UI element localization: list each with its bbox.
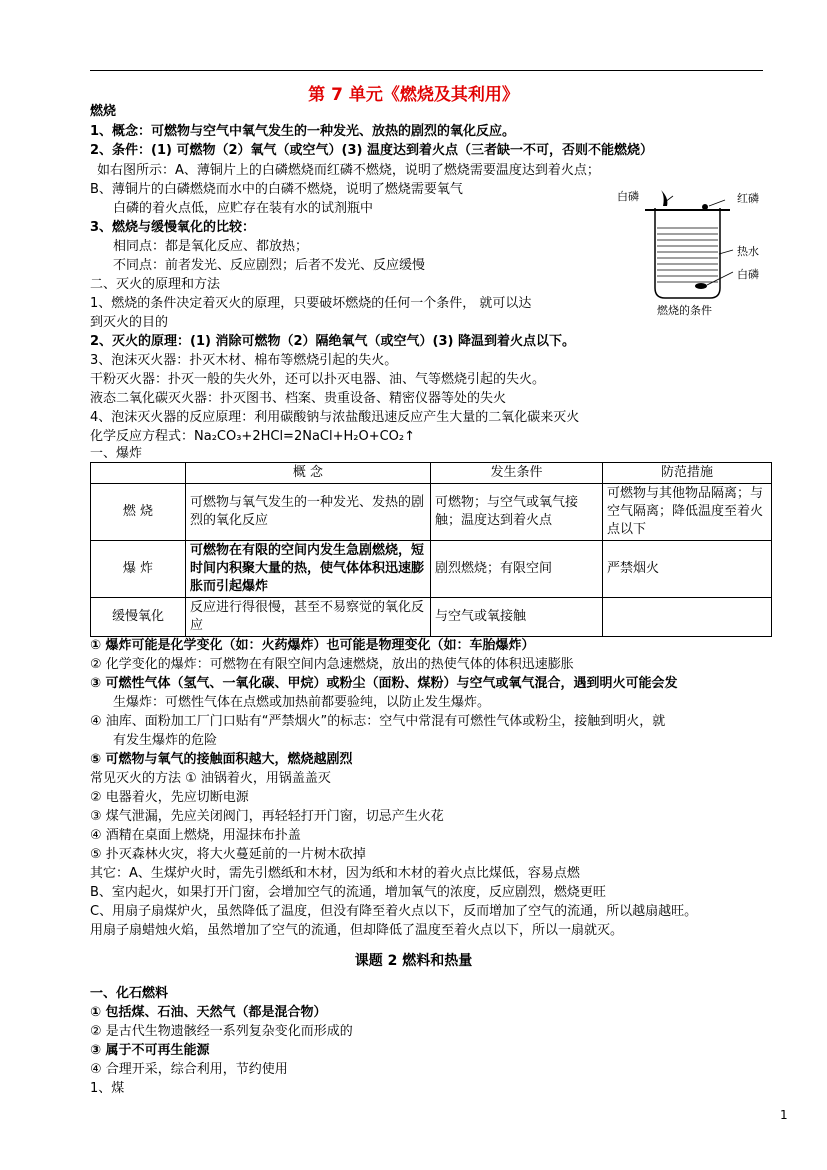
note-3: ③ 可燃性气体（氢气、一氧化碳、甲烷）或粉尘（面粉、煤粉）与空气或氧气混合，遇到明火可能会发 bbox=[90, 676, 678, 691]
other-b: B、室内起火，如果打开门窗，会增加空气的流通，增加氧气的浓度，反应剧烈，燃烧更旺 bbox=[90, 885, 606, 900]
storage-note: 白磷的着火点低，应贮存在装有水的试剂瓶中 bbox=[113, 201, 374, 216]
fossil-point-2: ② 是古代生物遗骸经一系列复杂变化而形成的 bbox=[90, 1024, 353, 1039]
table-header: 发生条件 bbox=[431, 463, 603, 484]
note-4b: 有发生爆炸的危险 bbox=[113, 733, 218, 748]
table-header: 概 念 bbox=[186, 463, 431, 484]
note-3b: 生爆炸：可燃性气体在点燃或加热前都要验纯，以防止发生爆炸。 bbox=[113, 695, 491, 710]
combustion-condition-figure bbox=[615, 188, 775, 318]
header-rule bbox=[90, 70, 763, 71]
section-heading-burning: 燃烧 bbox=[90, 104, 117, 119]
table-row bbox=[91, 541, 772, 598]
fossil-fuel-heading: 一、化石燃料 bbox=[90, 986, 169, 1001]
table-cell: 爆 炸 bbox=[91, 541, 186, 598]
extinguish-line-1: 1、燃烧的条件决定着灭火的原理，只要破坏燃烧的任何一个条件， 就可以达 bbox=[90, 296, 532, 311]
explosion-table bbox=[90, 462, 772, 637]
condition-line: 2、条件：(1) 可燃物（2）氧气（或空气）(3) 温度达到着火点（三者缺一不可，否则不能燃烧） bbox=[90, 143, 653, 158]
table-cell: 与空气或氧接触 bbox=[431, 598, 603, 637]
coal-heading: 1、煤 bbox=[90, 1081, 125, 1096]
table-cell: 可燃物；与空气或氧气接触；温度达到着火点 bbox=[431, 484, 603, 541]
page-number: 1 bbox=[780, 1108, 788, 1122]
table-cell: 燃 烧 bbox=[91, 484, 186, 541]
method-4: ④ 酒精在桌面上燃烧，用湿抹布扑盖 bbox=[90, 828, 301, 843]
foam-extinguisher: 3、泡沫灭火器：扑灭木材、棉布等燃烧引起的失火。 bbox=[90, 353, 398, 368]
page-title: 第 7 单元《燃烧及其利用》 bbox=[308, 85, 519, 105]
method-1: 常见灭火的方法 ① 油锅着火，用锅盖盖灭 bbox=[90, 771, 331, 786]
method-3: ③ 煤气泄漏，先应关闭阀门，再轻轻打开门窗，切忌产生火花 bbox=[90, 809, 444, 824]
note-4: ④ 油库、面粉加工厂门口贴有“严禁烟火”的标志：空气中常混有可燃性气体或粉尘，接触到明火，就 bbox=[90, 714, 666, 729]
table-cell: 严禁烟火 bbox=[603, 541, 772, 598]
table-cell: 缓慢氧化 bbox=[91, 598, 186, 637]
fossil-point-4: ④ 合理开采，综合利用，节约使用 bbox=[90, 1062, 288, 1077]
table-header-row bbox=[91, 463, 772, 484]
table-row bbox=[91, 598, 772, 637]
fossil-point-1: ① 包括煤、石油、天然气（都是混合物） bbox=[90, 1005, 327, 1020]
co2-extinguisher: 液态二氧化碳灭火器：扑灭图书、档案、贵重设备、精密仪器等处的失火 bbox=[90, 391, 507, 406]
diff-point: 不同点：前者发光、反应剧烈；后者不发光、反应缓慢 bbox=[113, 258, 426, 273]
table-header: 防范措施 bbox=[603, 463, 772, 484]
foam-principle: 4、泡沫灭火器的反应原理：利用碳酸钠与浓盐酸迅速反应产生大量的二氧化碳来灭火 bbox=[90, 410, 580, 425]
label-white-phosphorus: 白磷 bbox=[617, 190, 639, 203]
label-red-phosphorus: 红磷 bbox=[737, 192, 759, 205]
table-cell: 可燃物与其他物品隔离；与空气隔离；降低温度至着火点以下 bbox=[603, 484, 772, 541]
other-d: 用扇子扇蜡烛火焰，虽然增加了空气的流通，但却降低了温度至着火点以下，所以一扇就灭。 bbox=[90, 923, 624, 938]
method-2: ② 电器着火，先应切断电源 bbox=[90, 790, 249, 805]
lesson-title: 课题 2 燃料和热量 bbox=[354, 953, 473, 969]
table-cell: 剧烈燃烧；有限空间 bbox=[431, 541, 603, 598]
fossil-point-3: ③ 属于不可再生能源 bbox=[90, 1043, 210, 1058]
extinguish-line-2: 到灭火的目的 bbox=[90, 315, 169, 330]
table-cell bbox=[603, 598, 772, 637]
method-5: ⑤ 扑灭森林火灾，将大火蔓延前的一片树木砍掉 bbox=[90, 847, 366, 862]
table-cell: 可燃物在有限的空间内发生急剧燃烧，短时间内积聚大量的热，使气体体积迅速膨胀而引起爆炸 bbox=[186, 541, 431, 598]
note-2: ② 化学变化的爆炸：可燃物在有限空间内急速燃烧，放出的热使气体的体积迅速膨胀 bbox=[90, 657, 574, 672]
section-heading-extinguish: 二、灭火的原理和方法 bbox=[90, 277, 221, 292]
table-row bbox=[91, 484, 772, 541]
extinguish-principle: 2、灭火的原理：(1) 消除可燃物（2）隔绝氧气（或空气）(3) 降温到着火点以下。 bbox=[90, 334, 575, 349]
label-hot-water: 热水 bbox=[737, 245, 759, 258]
table-header bbox=[91, 463, 186, 484]
figure-caption: 燃烧的条件 bbox=[657, 304, 712, 317]
table-cell: 可燃物与氧气发生的一种发光、发热的剧烈的氧化反应 bbox=[186, 484, 431, 541]
table-cell: 反应进行得很慢，甚至不易察觉的氧化反应 bbox=[186, 598, 431, 637]
other-c: C、用扇子扇煤炉火，虽然降低了温度，但没有降至着火点以下，反而增加了空气的流通，所以越扇越旺。 bbox=[90, 904, 698, 919]
same-point: 相同点：都是氧化反应、都放热； bbox=[113, 239, 309, 254]
note-1: ① 爆炸可能是化学变化（如：火药爆炸）也可能是物理变化（如：车胎爆炸） bbox=[90, 638, 535, 653]
comparison-heading: 3、燃烧与缓慢氧化的比较： bbox=[90, 220, 256, 235]
section-heading-explosion: 一、爆炸 bbox=[90, 446, 143, 461]
concept-line: 1、概念：可燃物与空气中氧气发生的一种发光、放热的剧烈的氧化反应。 bbox=[90, 124, 516, 139]
label-white-phosphorus-water: 白磷 bbox=[737, 268, 759, 281]
note-5: ⑤ 可燃物与氧气的接触面积越大，燃烧越剧烈 bbox=[90, 752, 353, 767]
example-a-line: 如右图所示：A、薄铜片上的白磷燃烧而红磷不燃烧，说明了燃烧需要温度达到着火点； bbox=[97, 163, 600, 178]
equation: 化学反应方程式：Na₂CO₃+2HCl=2NaCl+H₂O+CO₂↑ bbox=[90, 429, 416, 444]
other-a: 其它：A、生煤炉火时，需先引燃纸和木材，因为纸和木材的着火点比煤低，容易点燃 bbox=[90, 866, 580, 881]
powder-extinguisher: 干粉灭火器：扑灭一般的失火外，还可以扑灭电器、油、气等燃烧引起的失火。 bbox=[90, 372, 546, 387]
example-b-line: B、薄铜片的白磷燃烧而水中的白磷不燃烧，说明了燃烧需要氧气 bbox=[90, 182, 463, 197]
